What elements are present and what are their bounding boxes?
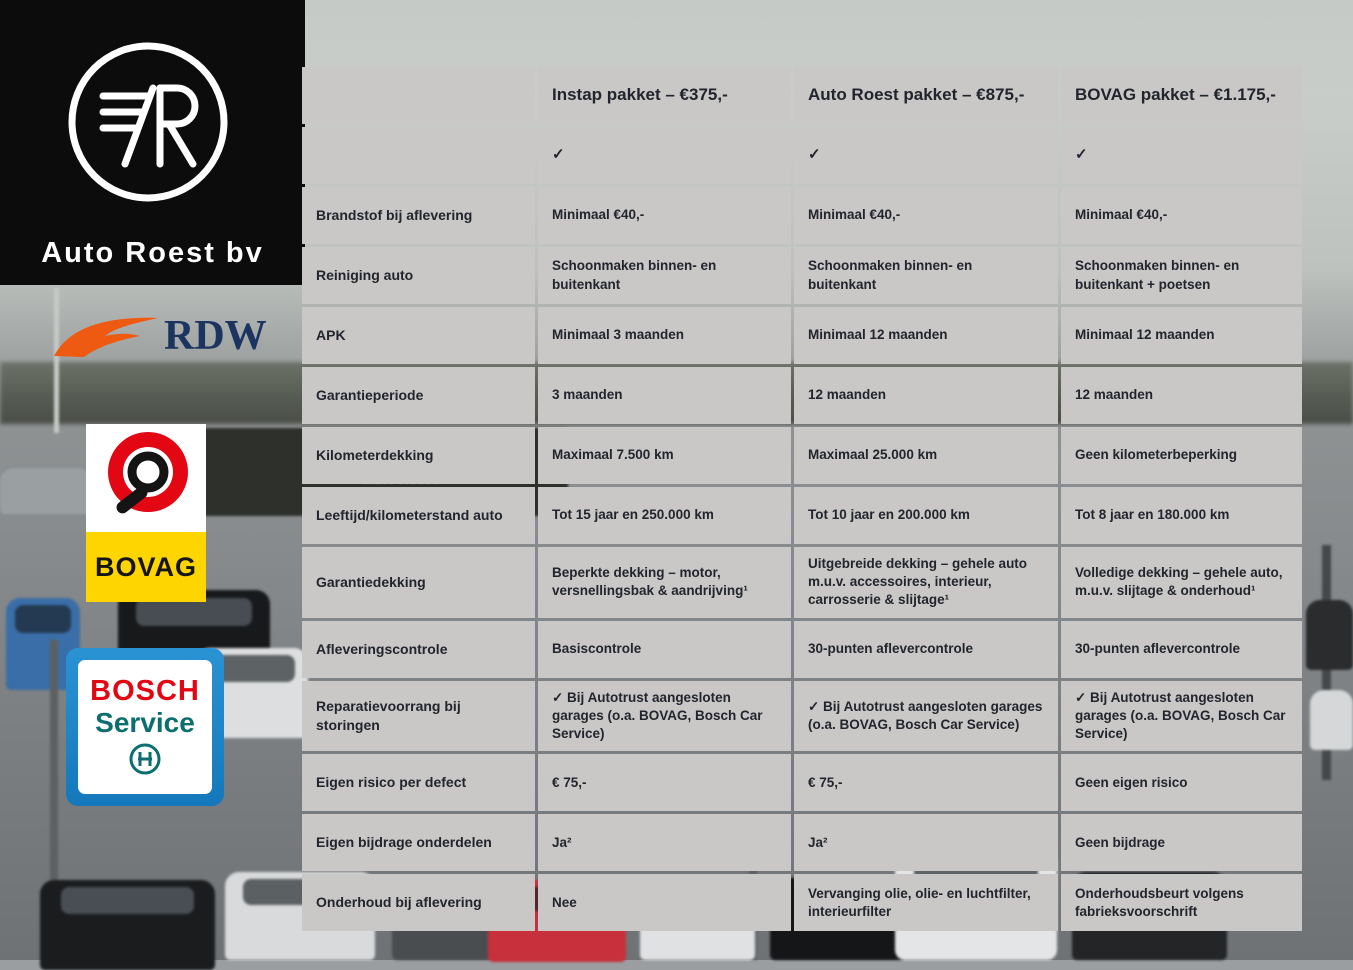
table-cell: Tot 10 jaar en 200.000 km [794, 487, 1058, 544]
table-cell: Basiscontrole [538, 621, 791, 678]
table-body [302, 127, 1305, 931]
row-label: Brandstof bij aflevering [302, 187, 535, 244]
header-empty-cell [302, 67, 535, 124]
table-cell: € 75,- [538, 754, 791, 811]
row-label [302, 127, 535, 184]
table-cell: Schoonmaken binnen- en buitenkant + poetsen [1061, 247, 1302, 304]
table-row [302, 754, 1305, 811]
rdw-wing-icon [52, 310, 160, 362]
row-label: Garantieperiode [302, 367, 535, 424]
rdw-wordmark: RDW [164, 313, 267, 359]
table-row [302, 874, 1305, 931]
row-label: Eigen risico per defect [302, 754, 535, 811]
table-row [302, 247, 1305, 304]
header-instap-pakket: Instap pakket – €375,- [538, 67, 791, 124]
table-row [302, 187, 1305, 244]
table-cell: 30-punten aflevercontrole [794, 621, 1058, 678]
table-cell: ✓ [794, 127, 1058, 184]
car-shape [1306, 600, 1353, 670]
table-cell: Minimaal €40,- [794, 187, 1058, 244]
table-cell: Maximaal 7.500 km [538, 427, 791, 484]
bosch-service-wordmark: Service [95, 707, 195, 739]
auto-roest-logo-icon [63, 30, 233, 214]
table-cell: Onderhoudsbeurt volgens fabrieksvoorschrift [1061, 874, 1302, 931]
table-cell: Schoonmaken binnen- en buitenkant [538, 247, 791, 304]
table-row [302, 487, 1305, 544]
company-name: Auto Roest bv [41, 237, 264, 269]
table-cell: 3 maanden [538, 367, 791, 424]
car-shape [1310, 690, 1353, 750]
row-label: Onderhoud bij aflevering [302, 874, 535, 931]
table-cell: Minimaal 12 maanden [794, 307, 1058, 364]
header-bovag-pakket: BOVAG pakket – €1.175,- [1061, 67, 1302, 124]
table-cell: ✓ [1061, 127, 1302, 184]
table-cell: Tot 15 jaar en 250.000 km [538, 487, 791, 544]
table-cell: ✓ Bij Autotrust aangesloten garages (o.a. BOVAG, Bosch Car Service) [538, 681, 791, 752]
bosch-armature-icon [127, 741, 163, 777]
table-row [302, 427, 1305, 484]
row-label: APK [302, 307, 535, 364]
table-cell: Minimaal €40,- [538, 187, 791, 244]
table-cell: € 75,- [794, 754, 1058, 811]
table-row [302, 621, 1305, 678]
table-cell: Schoonmaken binnen- en buitenkant [794, 247, 1058, 304]
bosch-service-logo [66, 648, 224, 806]
table-cell: Uitgebreide dekking – gehele auto m.u.v. accessoires, interieur, carrosserie & slijtage¹ [794, 547, 1058, 618]
bovag-logo [86, 424, 206, 602]
table-cell: Ja² [794, 814, 1058, 871]
bovag-banner [86, 532, 206, 602]
bovag-wordmark: BOVAG [94, 551, 197, 582]
row-label: Garantiedekking [302, 547, 535, 618]
header-auto-roest-pakket: Auto Roest pakket – €875,- [794, 67, 1058, 124]
bosch-wordmark: BOSCH [90, 675, 200, 708]
table-row [302, 307, 1305, 364]
table-cell: Geen bijdrage [1061, 814, 1302, 871]
table-row [302, 814, 1305, 871]
car-shape [40, 880, 215, 970]
row-label: Afleveringscontrole [302, 621, 535, 678]
table-cell: Volledige dekking – gehele auto, m.u.v. slijtage & onderhoud¹ [1061, 547, 1302, 618]
table-cell: Nee [538, 874, 791, 931]
row-label: Leeftijd/kilometerstand auto [302, 487, 535, 544]
table-cell: 30-punten aflevercontrole [1061, 621, 1302, 678]
table-cell: ✓ [538, 127, 791, 184]
row-label: Kilometerdekking [302, 427, 535, 484]
table-cell: ✓ Bij Autotrust aangesloten garages (o.a. BOVAG, Bosch Car Service) [1061, 681, 1302, 752]
table-cell: Vervanging olie, olie- en luchtfilter, interieurfilter [794, 874, 1058, 931]
table-cell: Minimaal 3 maanden [538, 307, 791, 364]
table-cell: Minimaal €40,- [1061, 187, 1302, 244]
table-cell: ✓ Bij Autotrust aangesloten garages (o.a. BOVAG, Bosch Car Service) [794, 681, 1058, 752]
table-row [302, 127, 1305, 184]
row-label: Eigen bijdrage onderdelen [302, 814, 535, 871]
table-row [302, 367, 1305, 424]
table-row [302, 681, 1305, 752]
car-shape [0, 468, 92, 514]
table-header-row [302, 67, 1305, 124]
brand-panel [0, 0, 305, 285]
table-row [302, 547, 1305, 618]
table-cell: 12 maanden [794, 367, 1058, 424]
table-cell: Ja² [538, 814, 791, 871]
table-cell: Maximaal 25.000 km [794, 427, 1058, 484]
bovag-mark [86, 424, 206, 532]
bosch-service-panel [78, 660, 212, 794]
table-cell: Tot 8 jaar en 180.000 km [1061, 487, 1302, 544]
package-comparison-table [302, 67, 1305, 931]
table-cell: Geen kilometerbeperking [1061, 427, 1302, 484]
rdw-logo [52, 310, 267, 362]
table-cell: Geen eigen risico [1061, 754, 1302, 811]
row-label: Reiniging auto [302, 247, 535, 304]
table-cell: Beperkte dekking – motor, versnellingsbak & aandrijving¹ [538, 547, 791, 618]
table-cell: 12 maanden [1061, 367, 1302, 424]
bovag-magnifier-icon [94, 428, 198, 528]
table-cell: Minimaal 12 maanden [1061, 307, 1302, 364]
row-label: Reparatievoorrang bij storingen [302, 681, 535, 752]
